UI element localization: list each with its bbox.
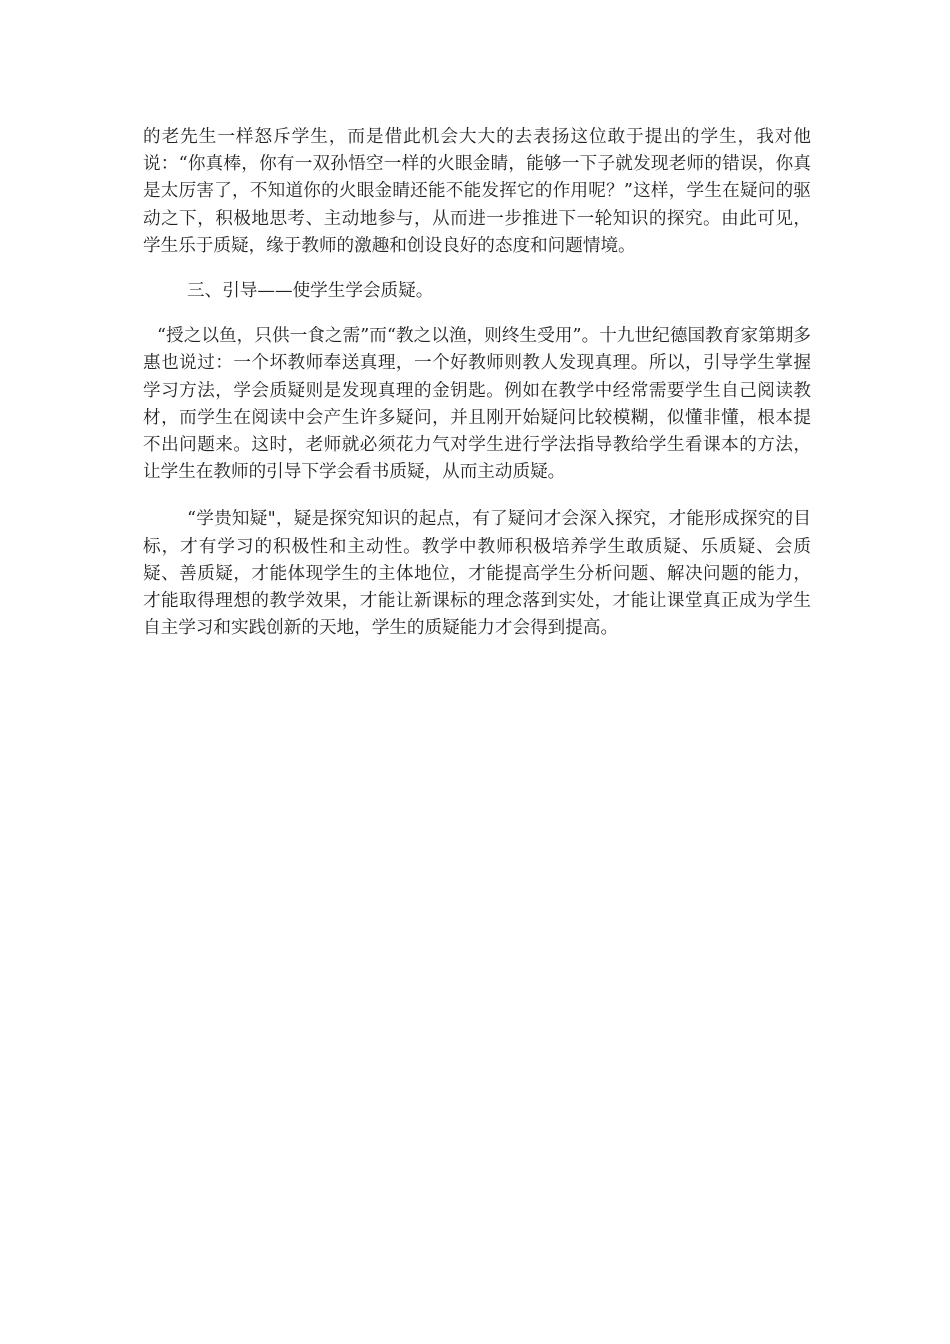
section-heading-guidance: 三、引导——使学生学会质疑。 — [187, 281, 434, 302]
paragraph-learning-values-doubt: “学贵知疑"，疑是探究知识的起点，有了疑问才会深入探究，才能形成探究的目标，才有学习的积极性和主动性。教学中教师积极培养学生敢质疑、乐质疑、会质疑、善质疑，才能体现学生的主体地位，才能提高学生分析问题、解决问题的能力，才能取得理想的教学效果，才能让新课标的理念落到实处，才能让课堂真正成为学生自主学习和实践创新的天地，学生的质疑能力才会得到提高。 — [143, 509, 811, 639]
paragraph-teach-to-fish: “授之以鱼，只供一食之需”而“教之以渔，则终生受用”。十九世纪德国教育家第期多惠也说过：一个坏教师奉送真理，一个好教师则教人发现真理。所以，引导学生掌握学习方法，学会质疑则是发现真理的金钥匙。例如在教学中经常需要学生自己阅读教材，而学生在阅读中会产生许多疑问，并且刚开始疑问比较模糊，似懂非懂，根本提不出问题来。这时，老师就必须花力气对学生进行学法指导教给学生看课本的方法，让学生在教师的引导下学会看书质疑，从而主动质疑。 — [143, 326, 811, 483]
document-body — [143, 124, 811, 642]
paragraph-praise-student: 的老先生一样怒斥学生，而是借此机会大大的去表扬这位敢于提出的学生，我对他说：“你真棒，你有一双孙悟空一样的火眼金睛，能够一下子就发现老师的错误，你真是太厉害了，不知道你的火眼金睛还能不能发挥它的作用呢？”这样，学生在疑问的驱动之下，积极地思考、主动地参与，从而进一步推进下一轮知识的探究。由此可见，学生乐于质疑，缘于教师的激趣和创设良好的态度和问题情境。 — [143, 127, 811, 256]
